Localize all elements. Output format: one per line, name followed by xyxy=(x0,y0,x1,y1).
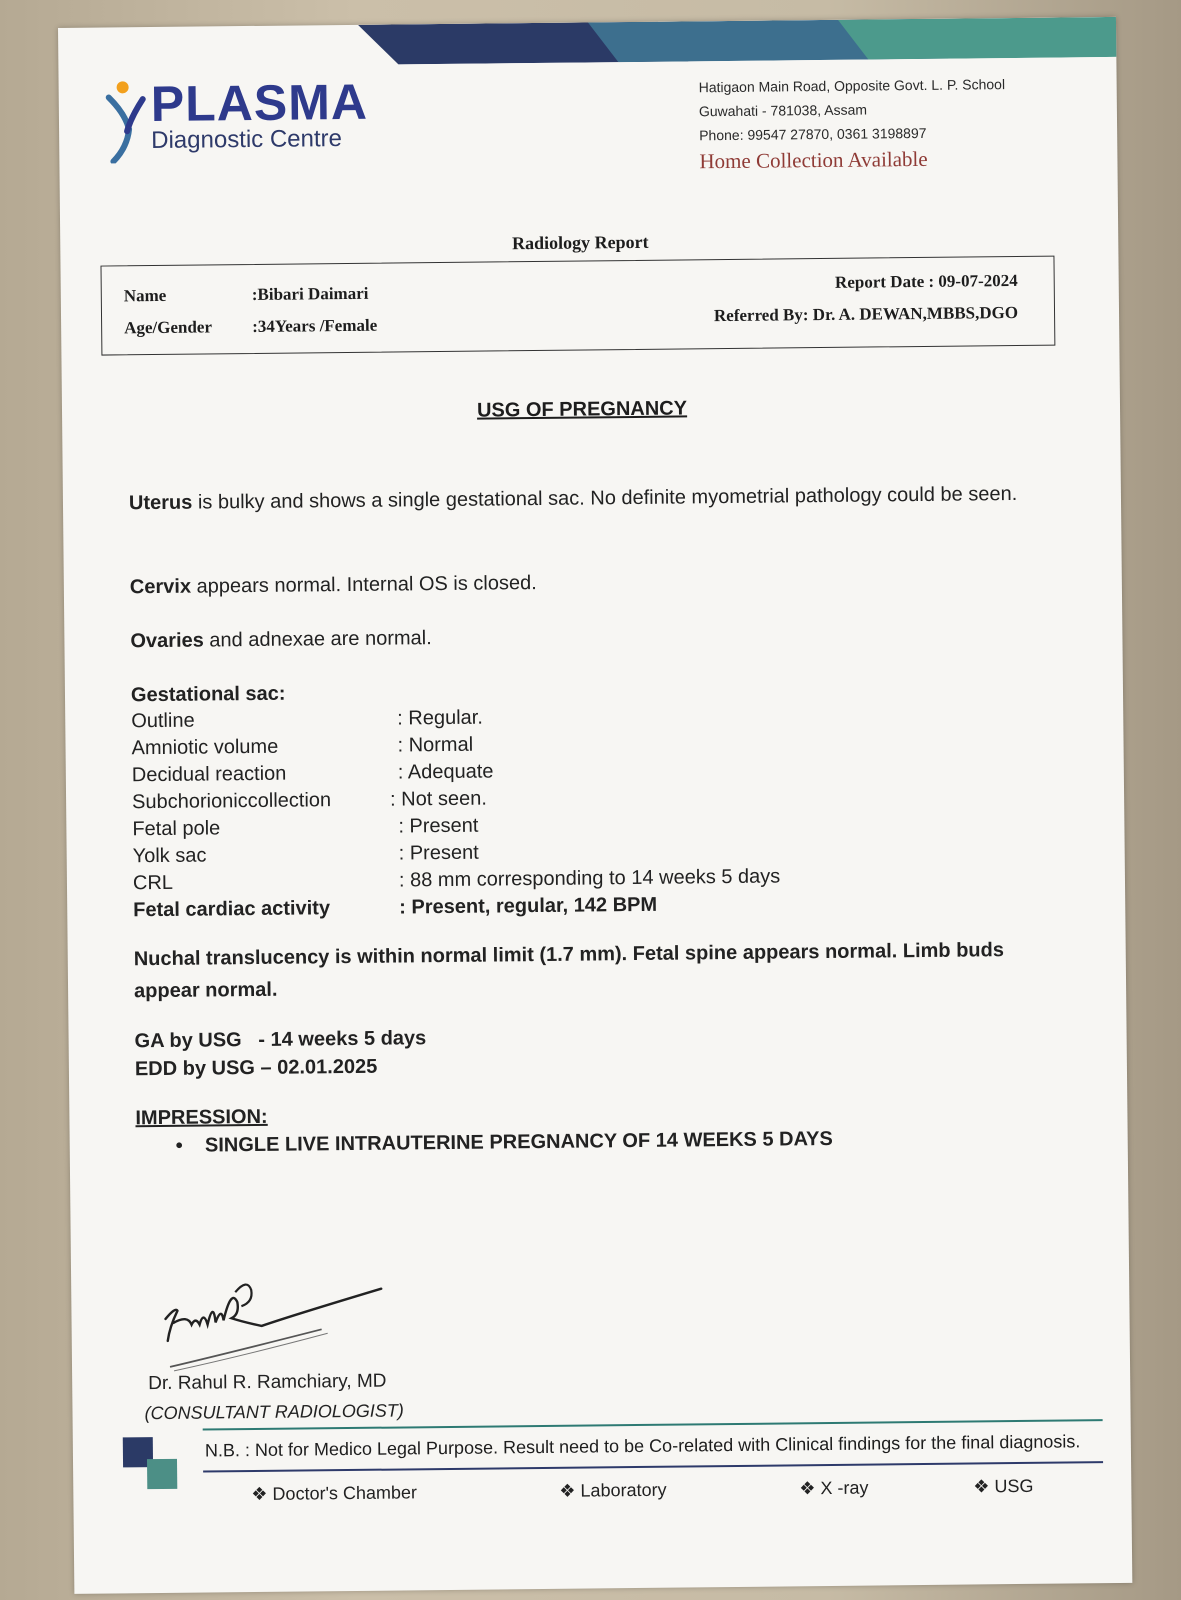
referred-by: Referred By: Dr. A. DEWAN,MBBS,DGO xyxy=(713,302,1019,326)
uterus-heading: Uterus xyxy=(128,491,193,515)
ovaries-heading: Ovaries xyxy=(130,629,204,653)
header-band xyxy=(358,17,1118,65)
logo-figure-icon xyxy=(103,77,154,164)
section-title: USG OF PREGNANCY xyxy=(476,397,688,422)
age-gender-label: Age/Gender xyxy=(124,317,213,338)
footer-rule-bottom xyxy=(203,1461,1103,1472)
gs-value: : Adequate xyxy=(397,760,494,784)
gs-value: : Regular. xyxy=(397,706,483,730)
gs-key: Yolk sac xyxy=(132,844,207,868)
impression-title: IMPRESSION: xyxy=(135,1105,268,1130)
report-sheet xyxy=(58,17,1132,1594)
brand-subtitle: Diagnostic Centre xyxy=(151,125,343,155)
gs-value: : 88 mm corresponding to 14 weeks 5 days xyxy=(398,865,781,892)
ga-line: GA by USG - 14 weeks 5 days xyxy=(134,1027,427,1053)
nuchal-text: Nuchal translucency is within normal limit (1.7 mm). Fetal spine appears normal. Limb buds appear normal. xyxy=(133,939,1005,1003)
signature-icon xyxy=(151,1264,412,1377)
uterus-text: is bulky and shows a single gestational sac. No definite myometrial pathology could be seen. xyxy=(192,482,1018,514)
gs-key: Subchorioniccollection xyxy=(131,789,332,814)
cervix-finding xyxy=(130,564,1030,602)
gs-value: : Present xyxy=(398,841,479,865)
gestational-sac-title: Gestational sac: xyxy=(130,682,286,707)
edd-line: EDD by USG – 02.01.2025 xyxy=(134,1055,378,1081)
report-title: Radiology Report xyxy=(511,231,649,254)
brand-logo xyxy=(103,72,404,165)
home-collection-text: Home Collection Available xyxy=(699,146,928,174)
gs-value: : Normal xyxy=(397,733,474,757)
patient-info-box xyxy=(100,256,1055,356)
uterus-finding xyxy=(129,480,1029,518)
gs-value: : Present, regular, 142 BPM xyxy=(399,893,658,919)
impression-text: SINGLE LIVE INTRAUTERINE PREGNANCY OF 14 WEEKS 5 DAYS xyxy=(204,1127,833,1157)
doctor-name: Dr. Rahul R. Ramchiary, MD xyxy=(148,1370,387,1395)
service-usg: ❖ USG xyxy=(973,1475,1034,1497)
impression-item xyxy=(176,1128,833,1158)
service-xray: ❖ X -ray xyxy=(799,1477,869,1499)
cervix-text: appears normal. Internal OS is closed. xyxy=(190,572,537,598)
cervix-heading: Cervix xyxy=(129,575,192,599)
gs-value: : Present xyxy=(398,814,479,838)
address-line-2: Guwahati - 781038, Assam xyxy=(698,101,868,120)
phone-line: Phone: 99547 27870, 0361 3198897 xyxy=(699,124,927,144)
disclaimer-note: N.B. : Not for Medico Legal Purpose. Result need to be Co-related with Clinical findings for the final diagnosis. xyxy=(204,1431,1081,1461)
ovaries-text: and adnexae are normal. xyxy=(203,627,432,652)
gs-key: CRL xyxy=(132,871,174,895)
address-line-1: Hatigaon Main Road, Opposite Govt. L. P. School xyxy=(698,76,1006,96)
gs-key: Fetal cardiac activity xyxy=(133,897,331,922)
gs-key: Outline xyxy=(131,709,195,733)
footer-square-teal xyxy=(147,1459,177,1489)
report-date: Report Date : 09-07-2024 xyxy=(834,270,1018,292)
brand-name: PLASMA xyxy=(150,73,369,133)
name-label: Name xyxy=(123,285,167,306)
patient-name: :Bibari Daimari xyxy=(251,283,369,304)
service-doctors-chamber: ❖ Doctor's Chamber xyxy=(251,1482,418,1505)
bullet-icon: • xyxy=(175,1134,206,1157)
contact-block xyxy=(699,71,1100,173)
service-laboratory: ❖ Laboratory xyxy=(559,1479,667,1501)
gs-key: Decidual reaction xyxy=(131,762,287,787)
ovaries-finding xyxy=(130,618,1030,656)
gs-key: Amniotic volume xyxy=(131,735,279,760)
gs-key: Fetal pole xyxy=(132,817,221,841)
gs-value: : Not seen. xyxy=(389,787,487,811)
doctor-title: (CONSULTANT RADIOLOGIST) xyxy=(144,1400,404,1424)
age-gender-value: :34Years /Female xyxy=(252,315,378,336)
